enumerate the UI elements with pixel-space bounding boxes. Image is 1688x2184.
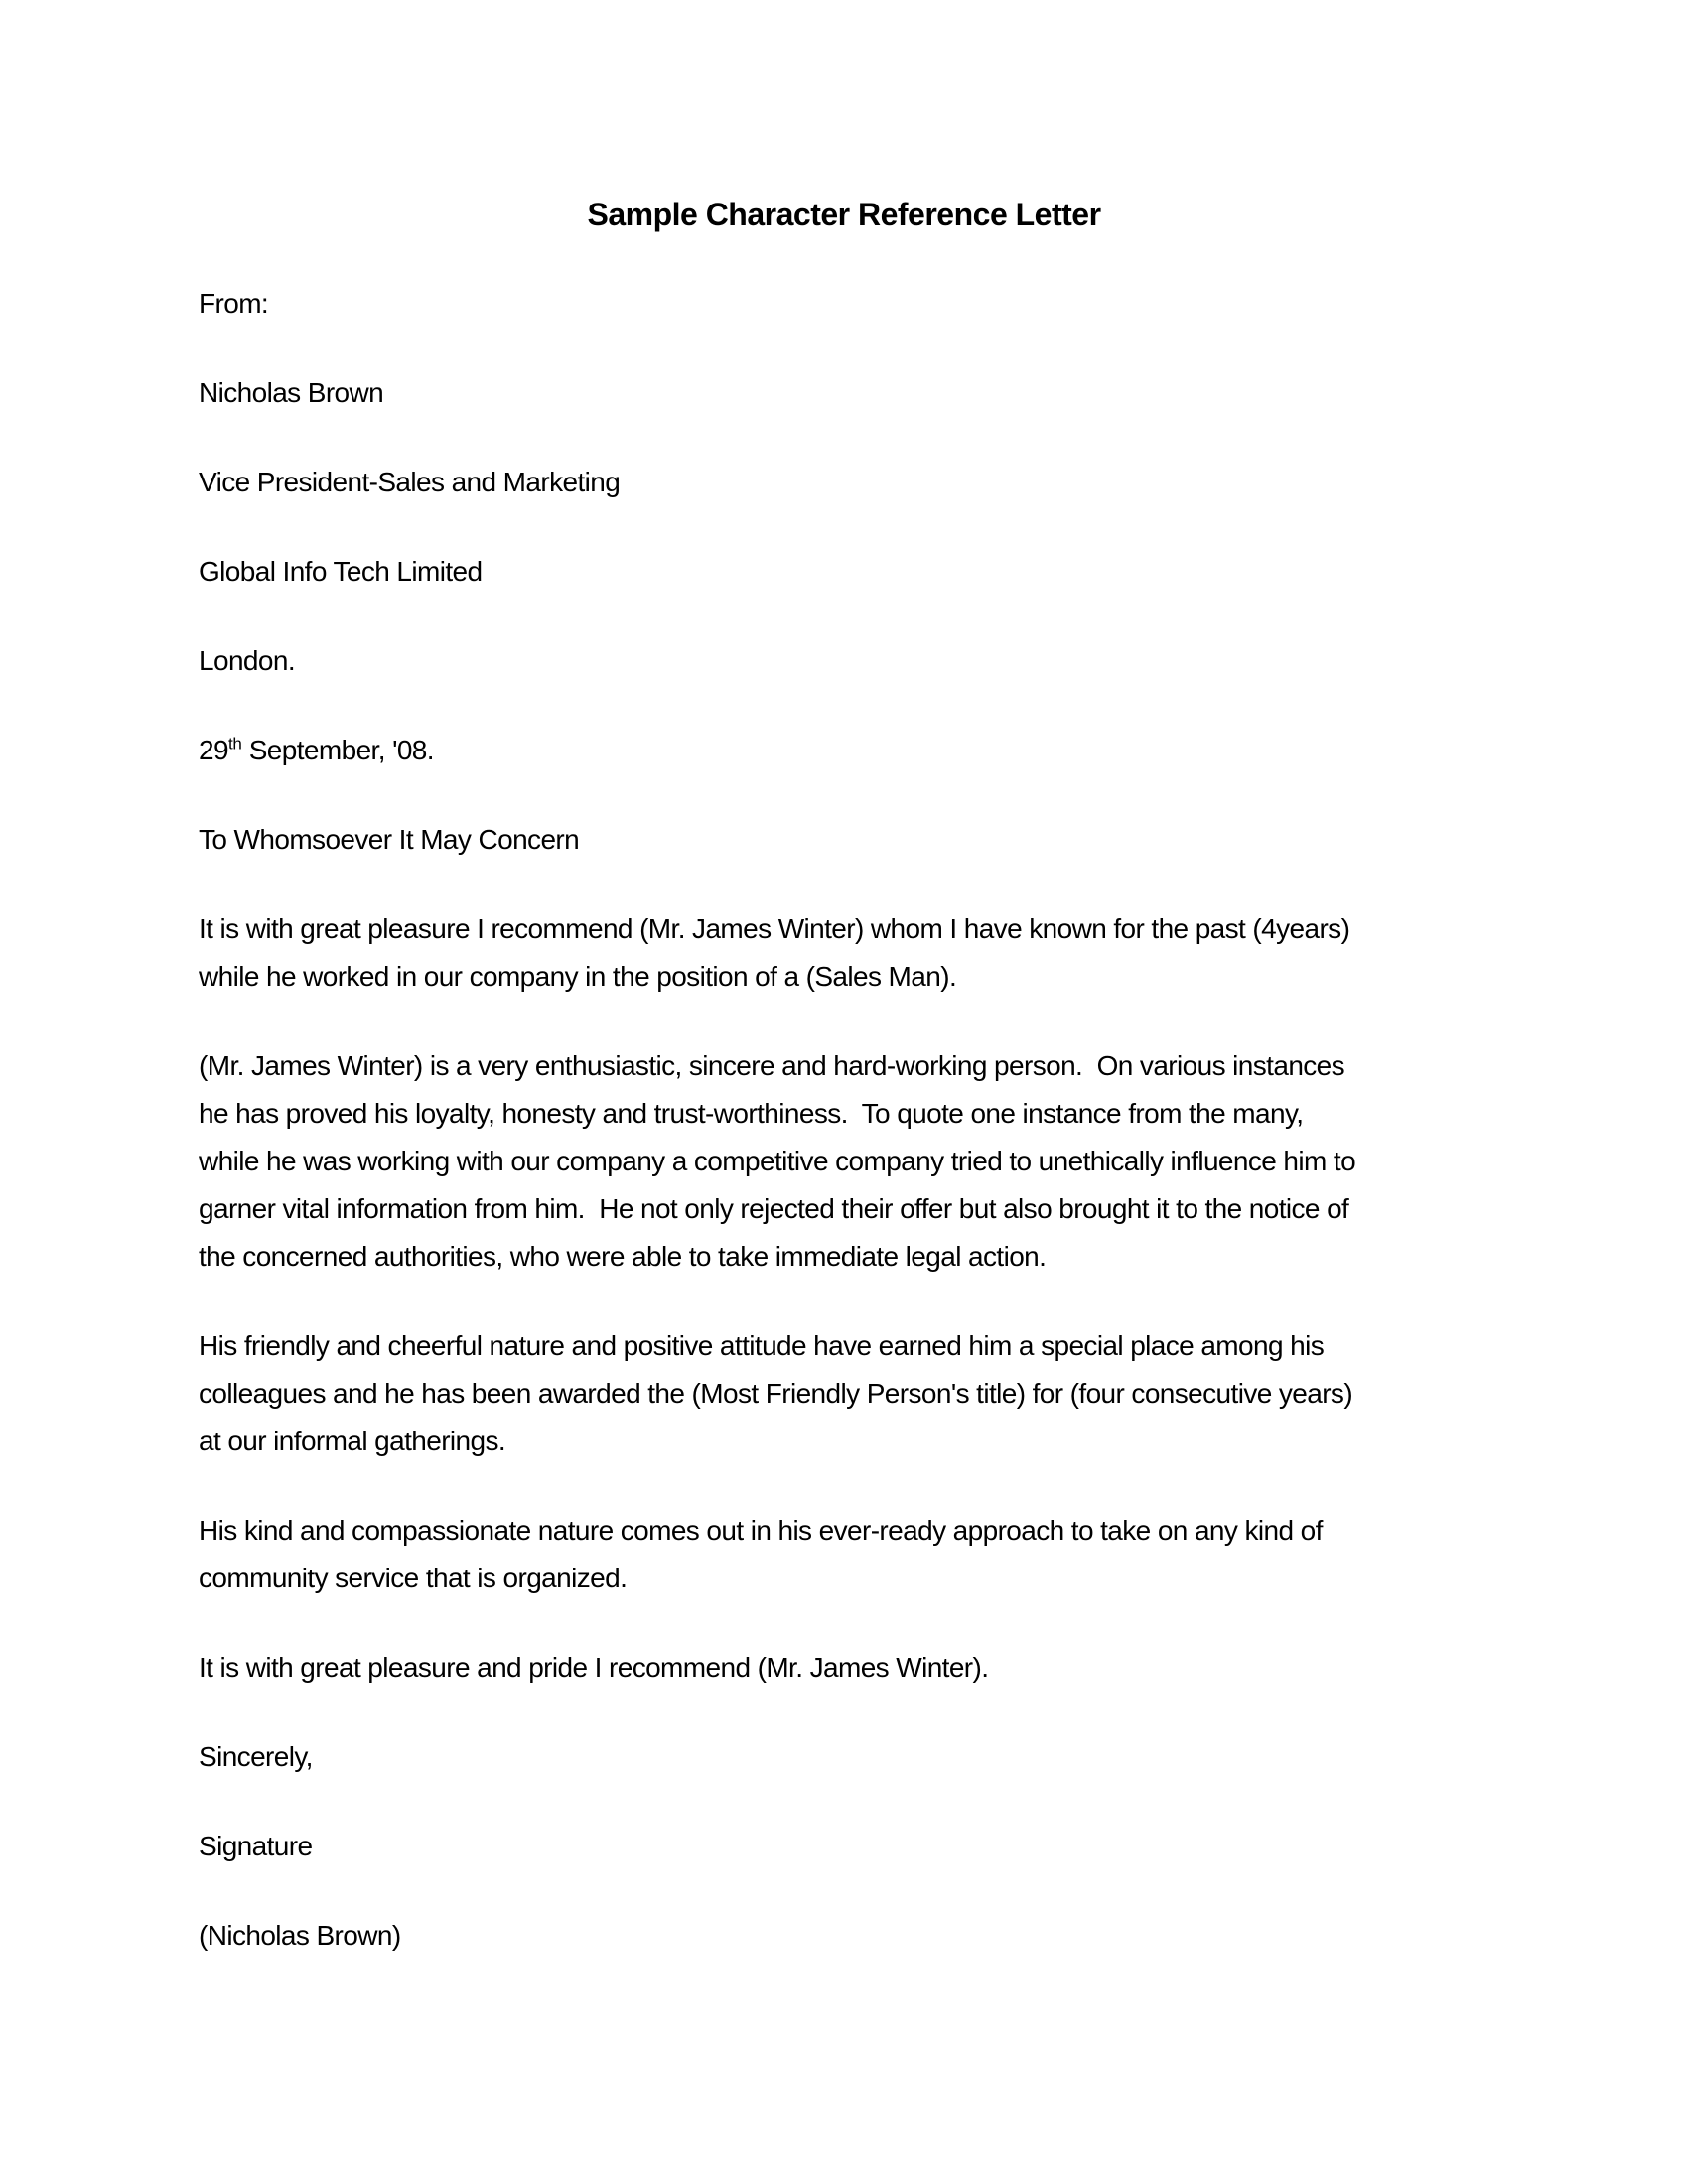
letter-line: while he was working with our company a competitive company tried to unethically influence him to <box>199 1146 1356 1176</box>
letter-line: he has proved his loyalty, honesty and trust-worthiness. To quote one instance from the many, <box>199 1098 1304 1129</box>
letter-line: It is with great pleasure I recommend (Mr. James Winter) whom I have known for the past (4years) <box>199 913 1350 944</box>
sender-line: Global Info Tech Limited <box>199 556 483 587</box>
letter-title: Sample Character Reference Letter <box>587 197 1101 232</box>
letter-line: His friendly and cheerful nature and positive attitude have earned him a special place among his <box>199 1330 1325 1361</box>
date-ordinal-suffix: th <box>227 734 242 753</box>
letter-line: (Mr. James Winter) is a very enthusiastic, sincere and hard-working person. On various instances <box>199 1050 1345 1081</box>
sender-block <box>199 280 1489 685</box>
letter-line: while he worked in our company in the position of a (Sales Man). <box>199 961 957 992</box>
body-paragraph <box>199 1644 1489 1692</box>
letter-line: community service that is organized. <box>199 1563 628 1593</box>
date-rest: September, '08. <box>241 735 434 765</box>
letter-line: garner vital information from him. He not only rejected their offer but also brought it to the notice of <box>199 1193 1349 1224</box>
sender-line: Nicholas Brown <box>199 377 384 408</box>
body-paragraph <box>199 905 1489 1001</box>
closing-line: (Nicholas Brown) <box>199 1920 401 1951</box>
closing-block <box>199 1733 1489 1960</box>
letter-line: It is with great pleasure and pride I recommend (Mr. James Winter). <box>199 1652 989 1683</box>
salutation-line: To Whomsoever It May Concern <box>199 824 580 855</box>
closing-line: Sincerely, <box>199 1741 313 1772</box>
sender-line: Vice President-Sales and Marketing <box>199 467 621 497</box>
body-paragraph <box>199 1507 1489 1602</box>
date-day: 29 <box>199 735 228 765</box>
sender-line: London. <box>199 645 296 676</box>
letter-line: the concerned authorities, who were able to take immediate legal action. <box>199 1241 1047 1272</box>
body-paragraphs <box>199 905 1489 1692</box>
sender-line: From: <box>199 288 269 319</box>
letter-line: colleagues and he has been awarded the (Most Friendly Person's title) for (four consecutive years) <box>199 1378 1353 1409</box>
letter-line: at our informal gatherings. <box>199 1426 506 1456</box>
body-paragraph <box>199 1322 1489 1465</box>
closing-line: Signature <box>199 1831 313 1861</box>
body-paragraph <box>199 1042 1489 1281</box>
letter-line: His kind and compassionate nature comes out in his ever-ready approach to take on any kind of <box>199 1515 1323 1546</box>
date-line <box>199 727 1489 774</box>
